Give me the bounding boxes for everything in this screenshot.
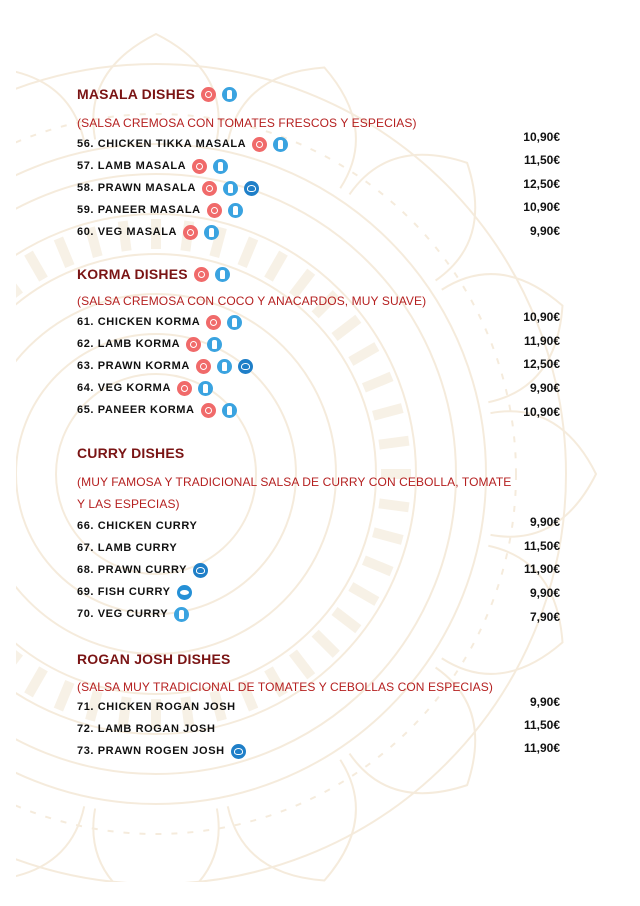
chili-icon [183,225,198,240]
menu-item-name: 56. CHICKEN TIKKA MASALA [77,138,247,150]
chili-icon [194,267,209,282]
menu-item [77,222,219,242]
section-title-text: CURRY DISHES [77,445,185,461]
menu-item-price: 11,90€ [523,562,560,576]
menu-item-name: 69. FISH CURRY [77,586,171,598]
menu-item-name: 59. PANEER MASALA [77,204,201,216]
menu-item [77,604,189,624]
section-title [77,445,184,461]
section-subtitle: (SALSA MUY TRADICIONAL DE TOMATES Y CEBOLLAS CON ESPECIAS) [77,680,493,694]
menu-item-price: 9,90€ [529,224,560,238]
menu-item-price: 10,90€ [523,130,560,144]
menu-item-price: 11,50€ [523,539,560,553]
shellfish-icon [244,181,259,196]
menu-item-name: 61. CHICKEN KORMA [77,316,201,328]
menu-item-name: 64. VEG KORMA [77,382,171,394]
shellfish-icon [238,359,253,374]
menu-item-price: 12,50€ [523,357,560,371]
menu-item-name: 63. PRAWN KORMA [77,360,190,372]
menu-item-name: 67. LAMB CURRY [77,542,178,554]
milk-icon [222,403,237,418]
chili-icon [252,137,267,152]
menu-item [77,334,222,354]
section-title-text: KORMA DISHES [77,266,188,282]
menu-item-name: 68. PRAWN CURRY [77,564,188,576]
section-title-text: ROGAN JOSH DISHES [77,651,231,667]
menu-item-price: 11,90€ [523,334,560,348]
menu-item-name: 62. LAMB KORMA [77,338,181,350]
chili-icon [202,181,217,196]
milk-icon [198,381,213,396]
menu-item-name: 58. PRAWN MASALA [77,182,196,194]
milk-icon [213,159,228,174]
menu-item-price: 7,90€ [529,610,560,624]
menu-item-price: 9,90€ [529,695,560,709]
milk-icon [228,203,243,218]
menu-item-name: 72. LAMB ROGAN JOSH [77,723,216,735]
menu-item [77,400,237,420]
menu-item-price: 9,90€ [529,515,560,529]
milk-icon [207,337,222,352]
section-subtitle: (MUY FAMOSA Y TRADICIONAL SALSA DE CURRY CON CEBOLLA, TOMATE Y LAS ESPECIAS) [77,475,512,511]
shellfish-icon [193,563,208,578]
chili-icon [177,381,192,396]
menu-item-price: 10,90€ [523,405,560,419]
chili-icon [206,315,221,330]
fish-icon [177,585,192,600]
milk-icon [273,137,288,152]
menu-item-price: 12,50€ [523,177,560,191]
menu-item-price: 11,90€ [523,741,560,755]
section-title-text: MASALA DISHES [77,86,195,102]
section-title [77,266,230,282]
menu-item [77,719,216,739]
menu-item [77,312,242,332]
chili-icon [201,403,216,418]
milk-icon [215,267,230,282]
menu-item-name: 66. CHICKEN CURRY [77,520,198,532]
menu-item [77,560,208,580]
menu-item-name: 73. PRAWN ROGEN JOSH [77,745,225,757]
milk-icon [227,315,242,330]
shellfish-icon [231,744,246,759]
menu-item [77,741,246,761]
menu-item [77,134,288,154]
section-subtitle: (SALSA CREMOSA CON COCO Y ANACARDOS, MUY SUAVE) [77,294,427,308]
menu-item [77,178,259,198]
menu-item-price: 9,90€ [529,381,560,395]
section-subtitle: (SALSA CREMOSA CON TOMATES FRESCOS Y ESPECIAS) [77,116,417,130]
menu-item [77,378,213,398]
menu-item-price: 10,90€ [523,310,560,324]
milk-icon [223,181,238,196]
chili-icon [186,337,201,352]
menu-item [77,156,228,176]
menu-item [77,516,197,536]
menu-item-name: 60. VEG MASALA [77,226,178,238]
menu-item [77,356,253,376]
menu-item-price: 9,90€ [529,586,560,600]
menu-item [77,582,192,602]
menu-item-price: 11,50€ [523,153,560,167]
menu-item-price: 11,50€ [523,718,560,732]
menu-item-price: 10,90€ [523,200,560,214]
menu-item-name: 65. PANEER KORMA [77,404,195,416]
section-title [77,86,237,102]
milk-icon [222,87,237,102]
milk-icon [174,607,189,622]
menu-item [77,538,177,558]
chili-icon [196,359,211,374]
menu-item [77,697,236,717]
chili-icon [192,159,207,174]
chili-icon [207,203,222,218]
menu-item-name: 71. CHICKEN ROGAN JOSH [77,701,236,713]
milk-icon [204,225,219,240]
menu-item-name: 57. LAMB MASALA [77,160,187,172]
menu-item [77,200,243,220]
chili-icon [201,87,216,102]
menu-page [16,24,622,882]
milk-icon [217,359,232,374]
menu-item-name: 70. VEG CURRY [77,608,169,620]
section-title [77,651,231,667]
